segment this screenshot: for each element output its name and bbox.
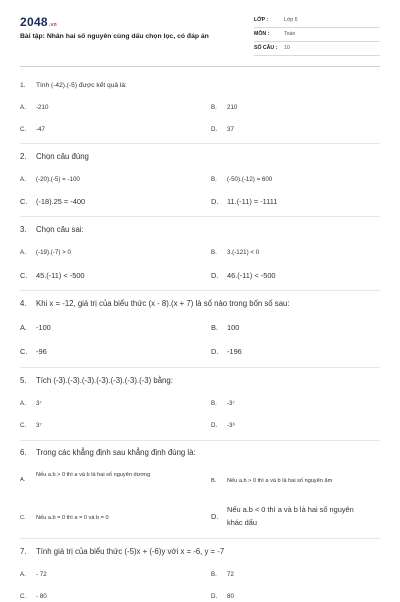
question-6-title: [20, 446, 380, 460]
option-label: B.: [211, 478, 217, 484]
option-text: -100: [36, 323, 51, 332]
option-label: D.: [211, 593, 218, 600]
option-label: B.: [211, 400, 217, 407]
option-label: A.: [20, 104, 26, 111]
question-divider: [20, 216, 380, 217]
question-text: Tích (-3).(-3).(-3).(-3).(-3).(-3).(-3) bằng:: [36, 376, 173, 385]
option-text: 3⁷: [36, 400, 42, 407]
worksheet-title: Bài tập: Nhân hai số nguyên cùng dấu chọn lọc, có đáp án: [20, 33, 209, 40]
meta-subject-row: [254, 28, 380, 42]
option-text: (-50).(-12) = 600: [227, 176, 273, 183]
question-number: 5.: [20, 376, 27, 385]
question-3: [20, 223, 380, 237]
meta-subject-value: Toán: [284, 31, 296, 37]
option-label: C.: [20, 347, 28, 356]
option-text: -96: [36, 347, 47, 356]
option-text: - 80: [36, 593, 47, 600]
question-text: Chọn câu sai:: [36, 225, 84, 234]
option-text: 46.(-11) < -500: [227, 271, 276, 280]
option-label: C.: [20, 515, 26, 521]
question-text: Tính (-42).(-5) được kết quả là:: [36, 82, 127, 89]
question-number: 4.: [20, 299, 27, 308]
question-1: [20, 79, 380, 93]
option-text: 210: [227, 104, 238, 111]
option-label: C.: [20, 422, 27, 429]
question-1-title: [20, 79, 380, 93]
option-text: (-19).(-7) > 0: [36, 249, 71, 256]
question-4: [20, 297, 380, 311]
option-text: 72: [227, 571, 234, 578]
question-2: [20, 150, 380, 164]
option-text: 3⁷: [36, 422, 42, 429]
option-label: D.: [211, 197, 219, 206]
option-label: D.: [211, 271, 219, 280]
question-text: Khi x = -12, giá trị của biểu thức (x - 8).(x + 7) là số nào trong bốn số sau:: [36, 299, 290, 308]
question-divider: [20, 440, 380, 441]
option-label: A.: [20, 176, 26, 183]
option-text: Nếu a.b > 0 thì a và b là hai số nguyên dương: [36, 472, 151, 478]
site-logo[interactable]: [20, 15, 57, 29]
question-5: [20, 374, 380, 388]
option-text: (-20).(-5) = -100: [36, 176, 80, 183]
meta-class-value: Lớp 6: [284, 17, 298, 23]
worksheet-header: [0, 0, 400, 66]
meta-class-row: [254, 14, 380, 28]
question-number: 3.: [20, 225, 27, 234]
option-text: -210: [36, 104, 49, 111]
question-5-title: [20, 374, 380, 388]
question-7-title: [20, 545, 380, 559]
option-text: Nếu a.b < 0 thì a và b là hai số nguyên khác dấu: [227, 505, 354, 527]
question-divider: [20, 143, 380, 144]
question-divider: [20, 367, 380, 368]
option-text: 11.(-11) = -1111: [227, 197, 278, 206]
question-2-title: [20, 150, 380, 164]
header-divider: [20, 66, 380, 67]
option-label: D.: [211, 512, 219, 521]
meta-count-value: 10: [284, 45, 290, 51]
option-label: A.: [20, 249, 26, 256]
question-divider: [20, 538, 380, 539]
option-text: -3⁷: [227, 400, 235, 407]
option-text: -196: [227, 347, 242, 356]
question-number: 6.: [20, 448, 27, 457]
question-text: Trong các khẳng định sau khẳng định đúng là:: [36, 448, 196, 457]
option-label: A.: [20, 571, 26, 578]
option-text: 3.(-121) < 0: [227, 249, 260, 256]
option-label: B.: [211, 571, 217, 578]
option-label: C.: [20, 593, 27, 600]
question-7: [20, 545, 380, 559]
meta-class-label: LỚP :: [254, 17, 269, 23]
meta-count-row: [254, 42, 380, 56]
worksheet-meta: [254, 14, 380, 56]
option-text: 80: [227, 593, 234, 600]
option-label: D.: [211, 347, 219, 356]
question-3-title: [20, 223, 380, 237]
option-text: -47: [36, 126, 45, 133]
option-text: Nếu a.b = 0 thì a = 0 và b = 0: [36, 515, 109, 521]
option-label: A.: [20, 323, 27, 332]
logo-suffix: .vn: [48, 22, 58, 28]
meta-count-label: SỐ CÂU :: [254, 45, 278, 51]
option-label: C.: [20, 126, 27, 133]
question-text: Tính giá trị của biểu thức (-5)x + (-6)y với x = -6, y = -7: [36, 547, 225, 556]
option-text: Nếu a.b > 0 thì a và b là hai số nguyên âm: [227, 478, 333, 484]
option-label: B.: [211, 104, 217, 111]
option-text: 45.(-11) < -500: [36, 271, 85, 280]
option-label: A.: [20, 400, 26, 407]
option-label: A.: [20, 477, 26, 483]
option-text: (-18).25 = -400: [36, 197, 86, 206]
question-number: 1.: [20, 82, 26, 89]
option-text: 100: [227, 323, 240, 332]
option-label: D.: [211, 126, 218, 133]
question-4-title: [20, 297, 380, 311]
option-label: C.: [20, 271, 28, 280]
question-number: 2.: [20, 152, 27, 161]
option-text: - 72: [36, 571, 47, 578]
question-divider: [20, 290, 380, 291]
question-6: [20, 446, 380, 460]
option-text: -3⁶: [227, 422, 236, 429]
option-label: D.: [211, 422, 218, 429]
option-label: B.: [211, 176, 217, 183]
option-text: 37: [227, 126, 234, 133]
meta-subject-label: MÔN :: [254, 31, 270, 37]
option-label: C.: [20, 197, 28, 206]
option-label: B.: [211, 249, 217, 256]
option-label: B.: [211, 323, 218, 332]
question-text: Chọn câu đúng: [36, 152, 89, 161]
question-number: 7.: [20, 547, 27, 556]
logo-main: 2048: [20, 15, 48, 29]
